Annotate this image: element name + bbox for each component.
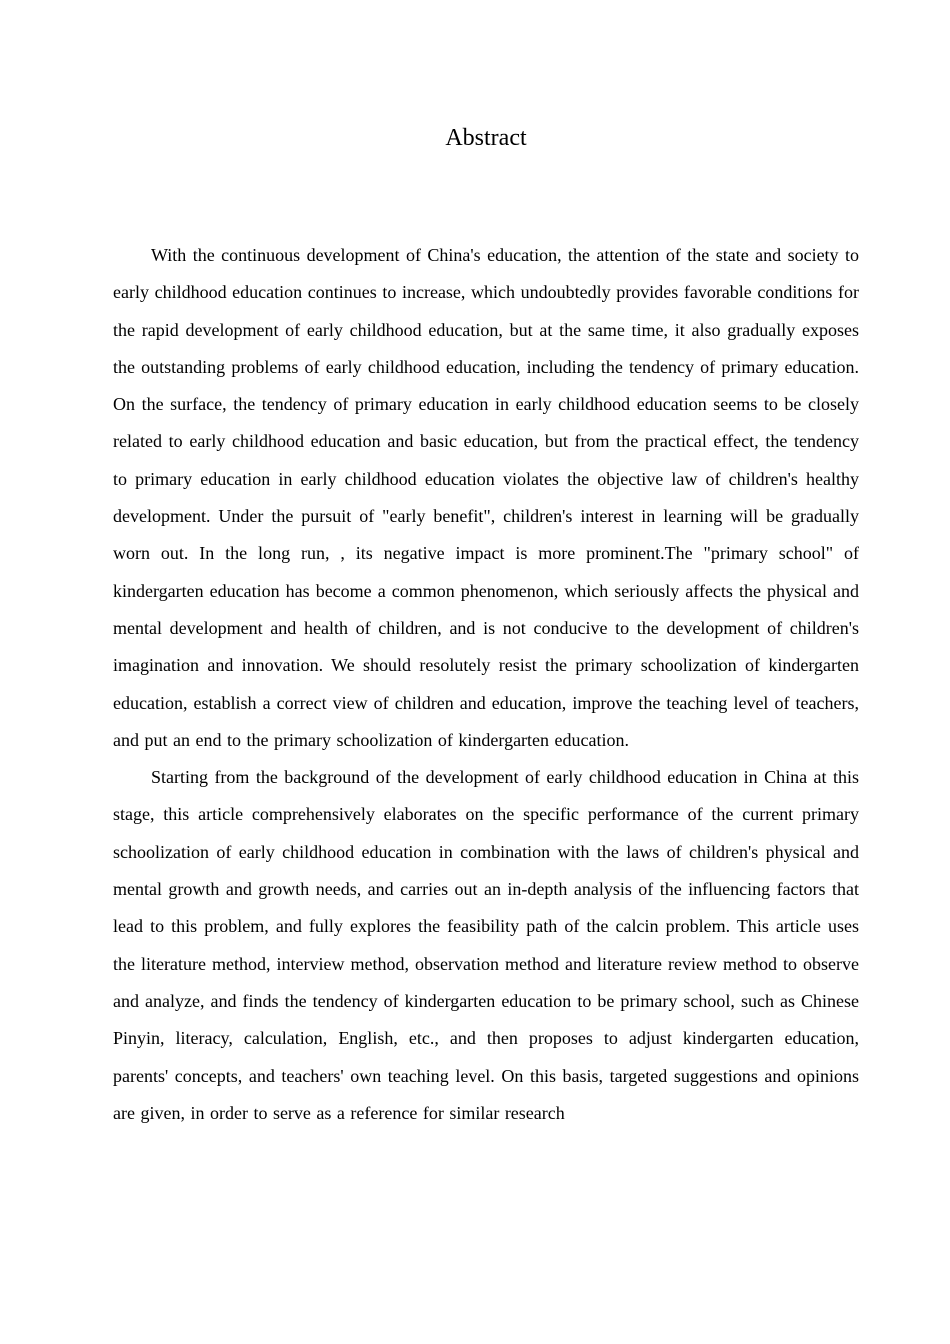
page-title: Abstract bbox=[445, 125, 527, 151]
abstract-body bbox=[113, 237, 859, 1132]
abstract-paragraph-2: Starting from the background of the development of early childhood education in China at this stage, this article comprehensively elaborates on the specific performance of the current primary schoolization of early childhood education in combination with the laws of children's physical and mental growth and growth needs, and carries out an in-depth analysis of the influencing factors that lead to this problem, and fully explores the feasibility path of the calcin problem. This article uses the literature method, interview method, observation method and literature review method to observe and analyze, and finds the tendency of kindergarten education to be primary school, such as Chinese Pinyin, literacy, calculation, English, etc., and then proposes to adjust kindergarten education, parents' concepts, and teachers' own teaching level. On this basis, targeted suggestions and opinions are given, in order to serve as a reference for similar research bbox=[113, 767, 859, 1123]
abstract-paragraph-1: With the continuous development of China's education, the attention of the state and society to early childhood education continues to increase, which undoubtedly provides favorable conditions for the rapid development of early childhood education, but at the same time, it also gradually exposes the outstanding problems of early childhood education, including the tendency of primary education. On the surface, the tendency of primary education in early childhood education seems to be closely related to early childhood education and basic education, but from the practical effect, the tendency to primary education in early childhood education violates the objective law of children's healthy development. Under the pursuit of "early benefit", children's interest in learning will be gradually worn out. In the long run, , its negative impact is more prominent.The "primary school" of kindergarten education has become a common phenomenon, which seriously affects the physical and mental development and health of children, and is not conducive to the development of children's imagination and innovation. We should resolutely resist the primary schoolization of kindergarten education, establish a correct view of children and education, improve the teaching level of teachers, and put an end to the primary schoolization of kindergarten education. bbox=[113, 245, 859, 750]
